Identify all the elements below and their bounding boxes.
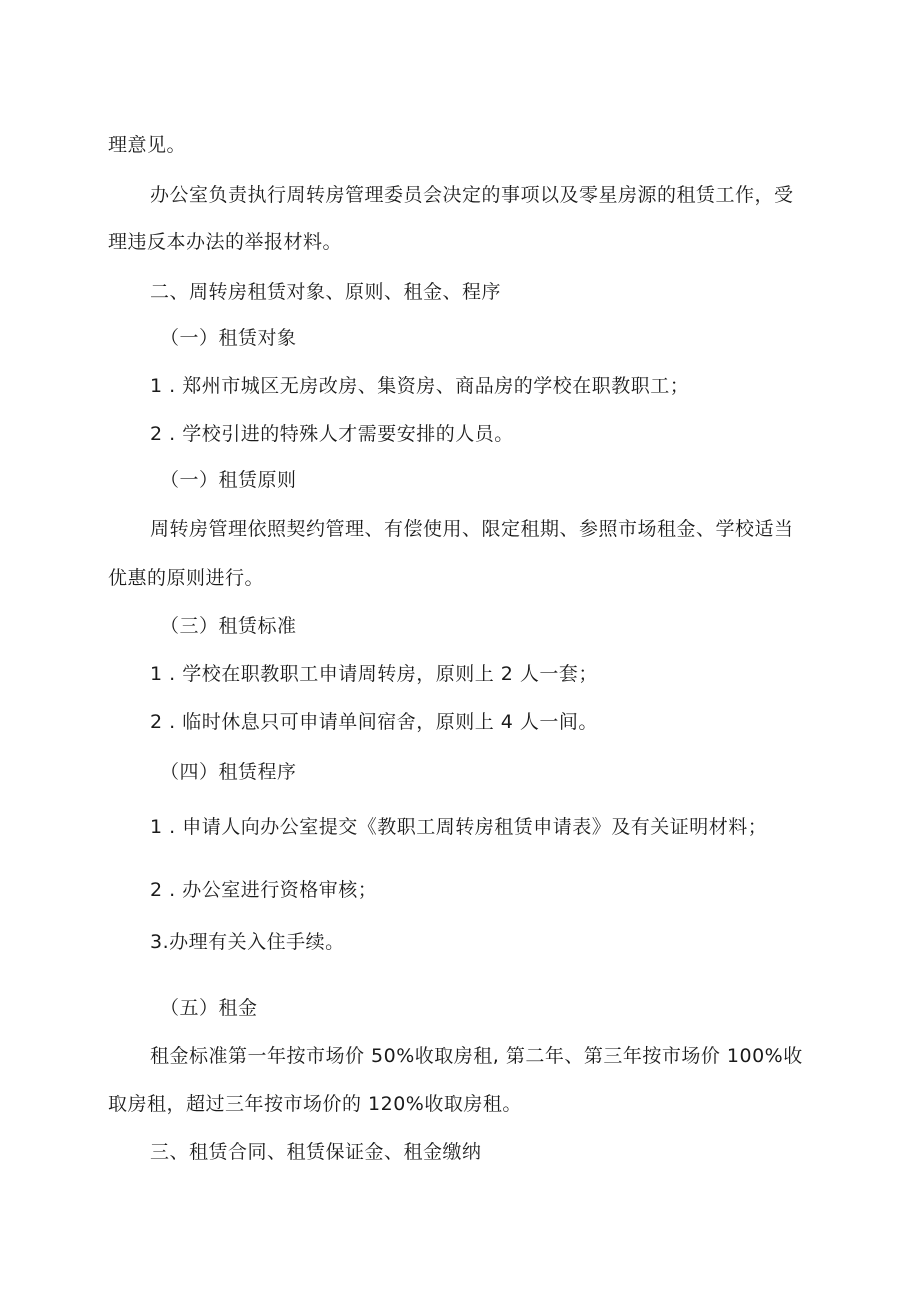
subsection-heading: （五）租金 [160, 997, 258, 1019]
subsection-heading: （一）租赁原则 [160, 469, 297, 491]
paragraph-line: 理违反本办法的举报材料。 [108, 231, 343, 253]
list-item: 2 . 办公室进行资格审核； [150, 879, 378, 901]
list-item: 1 . 学校在职教职工申请周转房，原则上 2 人一套； [150, 663, 598, 685]
paragraph-line: 理意见。 [108, 134, 187, 156]
list-item: 2 . 临时休息只可申请单间宿舍，原则上 4 人一间。 [150, 711, 598, 733]
paragraph-line: 办公室负责执行周转房管理委员会决定的事项以及零星房源的租赁工作，受 [150, 184, 794, 206]
section-heading: 二、周转房租赁对象、原则、租金、程序 [150, 281, 502, 303]
list-item: 1 . 申请人向办公室提交《教职工周转房租赁申请表》及有关证明材料； [150, 816, 768, 838]
list-item: 1 . 郑州市城区无房改房、集资房、商品房的学校在职教职工； [150, 375, 690, 397]
subsection-heading: （一）租赁对象 [160, 327, 297, 349]
list-item: 2 . 学校引进的特殊人才需要安排的人员。 [150, 423, 514, 445]
paragraph-line: 租金标准第一年按市场价 50%收取房租, 第二年、第三年按市场价 100%收 [150, 1045, 803, 1067]
subsection-heading: （三）租赁标准 [160, 615, 297, 637]
paragraph-line: 取房租，超过三年按市场价的 120%收取房租。 [108, 1093, 522, 1115]
section-heading: 三、租赁合同、租赁保证金、租金缴纳 [150, 1141, 482, 1163]
paragraph-line: 优惠的原则进行。 [108, 567, 265, 589]
subsection-heading: （四）租赁程序 [160, 761, 297, 783]
list-item: 3.办理有关入住手续。 [150, 931, 345, 953]
paragraph-line: 周转房管理依照契约管理、有偿使用、限定租期、参照市场租金、学校适当 [150, 518, 794, 540]
